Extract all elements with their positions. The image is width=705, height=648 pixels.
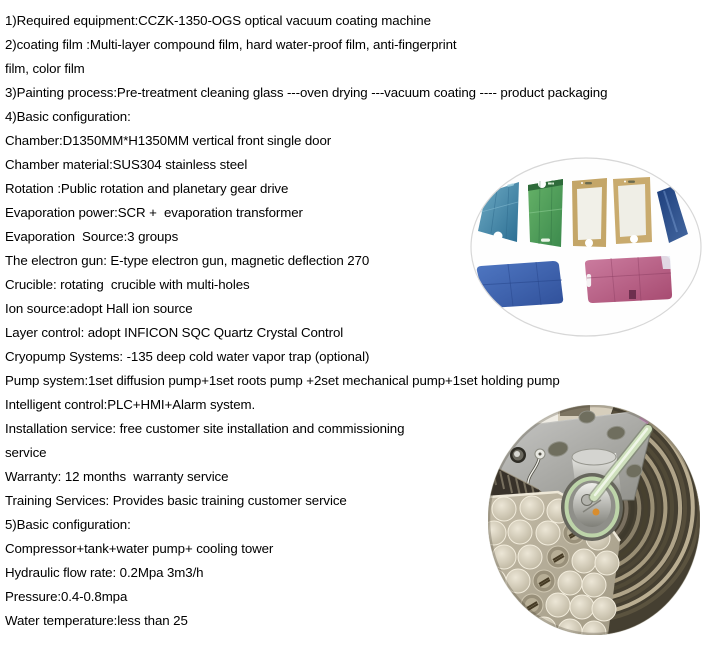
spec-line: Water temperature:less than 25 [5, 613, 188, 628]
phone-protectors-photo [468, 156, 704, 339]
spec-line: Rotation :Public rotation and planetary gear drive [5, 181, 289, 196]
spec-line: Chamber:D1350MM*H1350MM vertical front single door [5, 133, 332, 148]
spec-line: Layer control: adopt INFICON SQC Quartz Crystal Control [5, 325, 344, 340]
spec-line: The electron gun: E-type electron gun, magnetic deflection 270 [5, 253, 370, 268]
spec-line: 1)Required equipment:CCZK-1350-OGS optical vacuum coating machine [5, 13, 431, 28]
spec-line: service [5, 445, 47, 460]
spec-line: Cryopump Systems: -135 deep cold water vapor trap (optional) [5, 349, 370, 364]
spec-line: Pump system:1set diffusion pump+1set roots pump +2set mechanical pump+1set holding pump [5, 373, 560, 388]
spec-line: Training Services: Provides basic training customer service [5, 493, 347, 508]
ceiling-light [532, 409, 558, 423]
spec-line: Evaporation power:SCR + evaporation transformer [5, 205, 303, 220]
spec-line: Ion source:adopt Hall ion source [5, 301, 193, 316]
gold-protector-2 [613, 177, 652, 244]
spec-line: film, color film [5, 61, 85, 76]
coating-machine-photo [488, 405, 700, 635]
spec-line: Evaporation Source:3 groups [5, 229, 179, 244]
blue-back-plate [477, 261, 563, 308]
spec-line: Compressor+tank+water pump+ cooling tower [5, 541, 274, 556]
pink-back-cover [585, 256, 672, 303]
spec-line: 4)Basic configuration: [5, 109, 131, 124]
spec-line: 3)Painting process:Pre-treatment cleaning glass ---oven drying ---vacuum coating ---- product packaging [5, 85, 608, 100]
spec-line: Chamber material:SUS304 stainless steel [5, 157, 248, 172]
spec-line: Installation service: free customer site installation and commissioning [5, 421, 405, 436]
spec-line: 5)Basic configuration: [5, 517, 131, 532]
spec-line: Intelligent control:PLC+HMI+Alarm system. [5, 397, 256, 412]
spec-line: Warranty: 12 months warranty service [5, 469, 229, 484]
gold-protector-1 [572, 178, 607, 247]
green-protector [528, 179, 563, 247]
spec-line: Pressure:0.4-0.8mpa [5, 589, 128, 604]
spec-line: 2)coating film :Multi-layer compound film, hard water-proof film, anti-fingerprint [5, 37, 457, 52]
spec-line: Crucible: rotating crucible with multi-holes [5, 277, 250, 292]
spec-line: Hydraulic flow rate: 0.2Mpa 3m3/h [5, 565, 204, 580]
